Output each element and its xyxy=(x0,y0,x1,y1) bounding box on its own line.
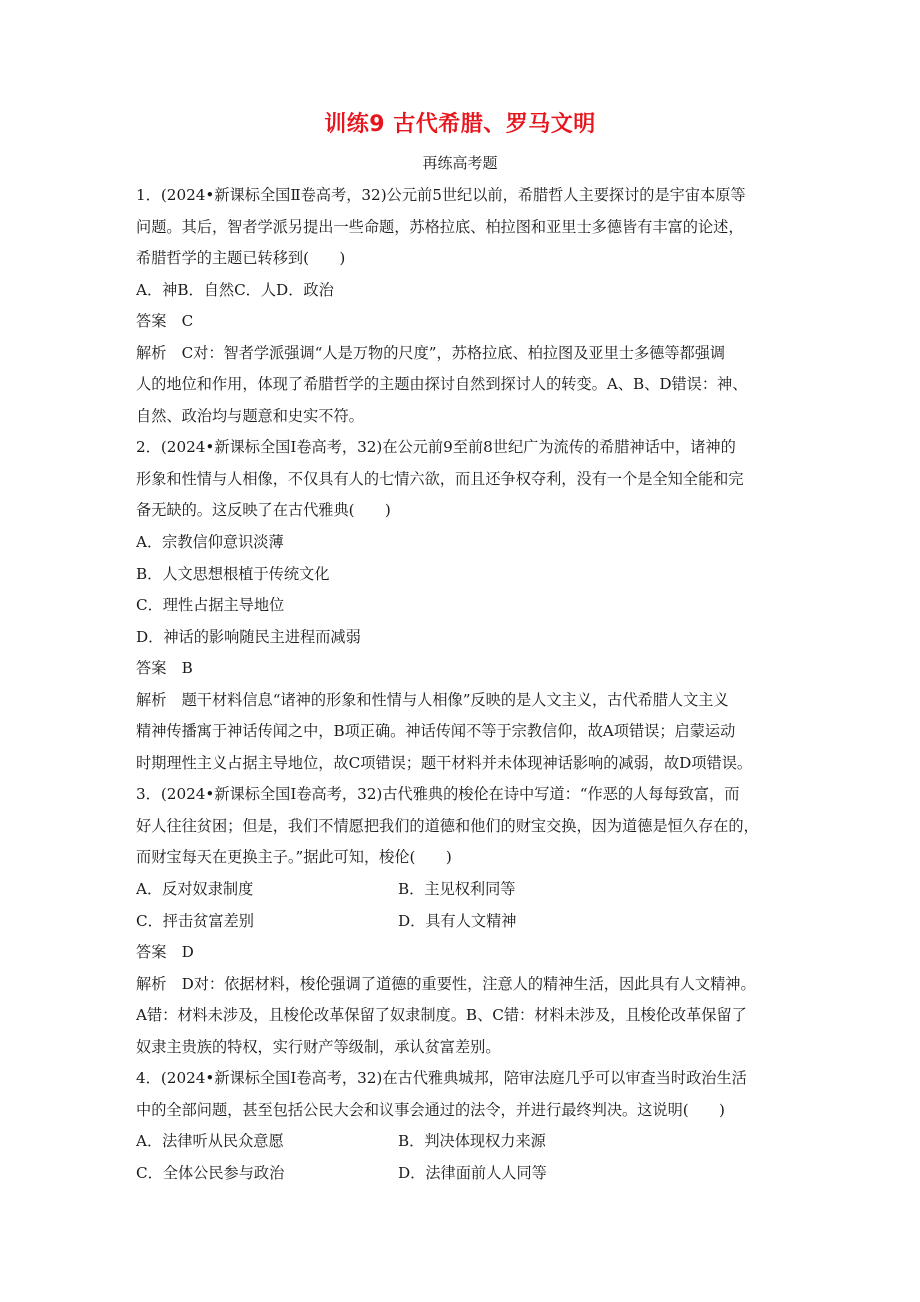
analysis-text: D对：依据材料，梭伦强调了道德的重要性，注意人的精神生活，因此具有人文精神。 xyxy=(181,974,756,993)
option-c: C．抨击贫富差别 xyxy=(136,911,254,930)
options-row xyxy=(136,1158,786,1190)
question-stem-line: 3．(2024•新课标全国Ⅰ卷高考，32)古代雅典的梭伦在诗中写道：“作恶的人每每致富，而 xyxy=(136,785,740,804)
analysis-line: 时期理性主义占据主导地位，故C项错误；题干材料并未体现神话影响的减弱，故D项错误。 xyxy=(136,753,753,772)
answer-line xyxy=(136,306,786,338)
analysis-line: 精神传播寓于神话传闻之中，B项正确。神话传闻不等于宗教信仰，故A项错误；启蒙运动 xyxy=(136,722,736,741)
analysis-line: 自然、政治均与题意和史实不符。 xyxy=(136,406,364,425)
question-options-inline: A．神B．自然C．人D．政治 xyxy=(136,280,334,299)
option-b: B．人文思想根植于传统文化 xyxy=(136,564,330,583)
analysis-line: 人的地位和作用，体现了希腊哲学的主题由探讨自然到探讨人的转变。A、B、D错误：神、 xyxy=(136,375,748,394)
answer-value: D xyxy=(181,943,194,962)
analysis-label: 解析 xyxy=(136,690,167,709)
question-1 xyxy=(136,180,786,432)
option-a: A．反对奴隶制度 xyxy=(136,880,254,899)
analysis-label: 解析 xyxy=(136,974,167,993)
analysis-text: 题干材料信息“诸神的形象和性情与人相像”反映的是人文主义，古代希腊人文主义 xyxy=(181,690,729,709)
option-d: D．具有人文精神 xyxy=(398,911,517,930)
analysis-text: C对：智者学派强调“人是万物的尺度”，苏格拉底、柏拉图及亚里士多德等都强调 xyxy=(181,343,726,362)
answer-label: 答案 xyxy=(136,312,167,331)
options-row xyxy=(136,906,786,938)
question-stem-line: 希腊哲学的主题已转移到( ) xyxy=(136,249,346,268)
question-stem-line: 形象和性情与人相像，不仅具有人的七情六欲，而且还争权夺利，没有一个是全知全能和完 xyxy=(136,469,744,488)
analysis-line xyxy=(136,969,786,1001)
question-4 xyxy=(136,1063,786,1189)
answer-line xyxy=(136,653,786,685)
answer-label: 答案 xyxy=(136,943,167,962)
question-3 xyxy=(136,779,786,1063)
option-d: D．法律面前人人同等 xyxy=(398,1163,547,1182)
option-a: A．宗教信仰意识淡薄 xyxy=(136,533,284,552)
question-stem-line: 好人往往贫困；但是，我们不情愿把我们的道德和他们的财宝交换，因为道德是恒久存在的， xyxy=(136,816,759,835)
options-row xyxy=(136,874,786,906)
analysis-line xyxy=(136,338,786,370)
option-b: B．主见权利同等 xyxy=(398,880,516,899)
analysis-line: A错：材料未涉及，且梭伦改革保留了奴隶制度。B、C错：材料未涉及，且梭伦改革保留了 xyxy=(136,1006,747,1025)
question-stem-line: 而财宝每天在更换主子。”据此可知，梭伦( ) xyxy=(136,848,452,867)
answer-line xyxy=(136,937,786,969)
option-c: C．全体公民参与政治 xyxy=(136,1163,285,1182)
analysis-label: 解析 xyxy=(136,343,167,362)
answer-label: 答案 xyxy=(136,659,167,678)
analysis-line xyxy=(136,685,786,717)
analysis-line: 奴隶主贵族的特权，实行财产等级制，承认贫富差别。 xyxy=(136,1037,501,1056)
question-stem-line: 2．(2024•新课标全国Ⅰ卷高考，32)在公元前9至前8世纪广为流传的希腊神话中，诸神的 xyxy=(136,438,736,457)
answer-value: C xyxy=(181,312,194,331)
section-subtitle: 再练高考题 xyxy=(422,154,498,172)
question-stem-line: 问题。其后，智者学派另提出一些命题，苏格拉底、柏拉图和亚里士多德皆有丰富的论述， xyxy=(136,217,744,236)
question-2 xyxy=(136,432,786,779)
option-a: A．法律听从民众意愿 xyxy=(136,1132,284,1151)
page-title: 训练9 古代希腊、罗马文明 xyxy=(324,112,596,137)
option-d: D．神话的影响随民主进程而减弱 xyxy=(136,627,361,646)
question-stem-line: 4．(2024•新课标全国Ⅰ卷高考，32)在古代雅典城邦，陪审法庭几乎可以审查当时政治生活 xyxy=(136,1069,747,1088)
option-c: C．理性占据主导地位 xyxy=(136,596,285,615)
option-b: B．判决体现权力来源 xyxy=(398,1132,546,1151)
question-stem-line: 备无缺的。这反映了在古代雅典( ) xyxy=(136,501,391,520)
options-row xyxy=(136,1126,786,1158)
document-body xyxy=(136,180,786,1190)
question-stem-line: 中的全部问题，甚至包括公民大会和议事会通过的法令，并进行最终判决。这说明( ) xyxy=(136,1100,725,1119)
answer-value: B xyxy=(181,659,193,678)
question-stem-line: 1．(2024•新课标全国Ⅱ卷高考，32)公元前5世纪以前，希腊哲人主要探讨的是宇宙本原等 xyxy=(136,186,746,204)
